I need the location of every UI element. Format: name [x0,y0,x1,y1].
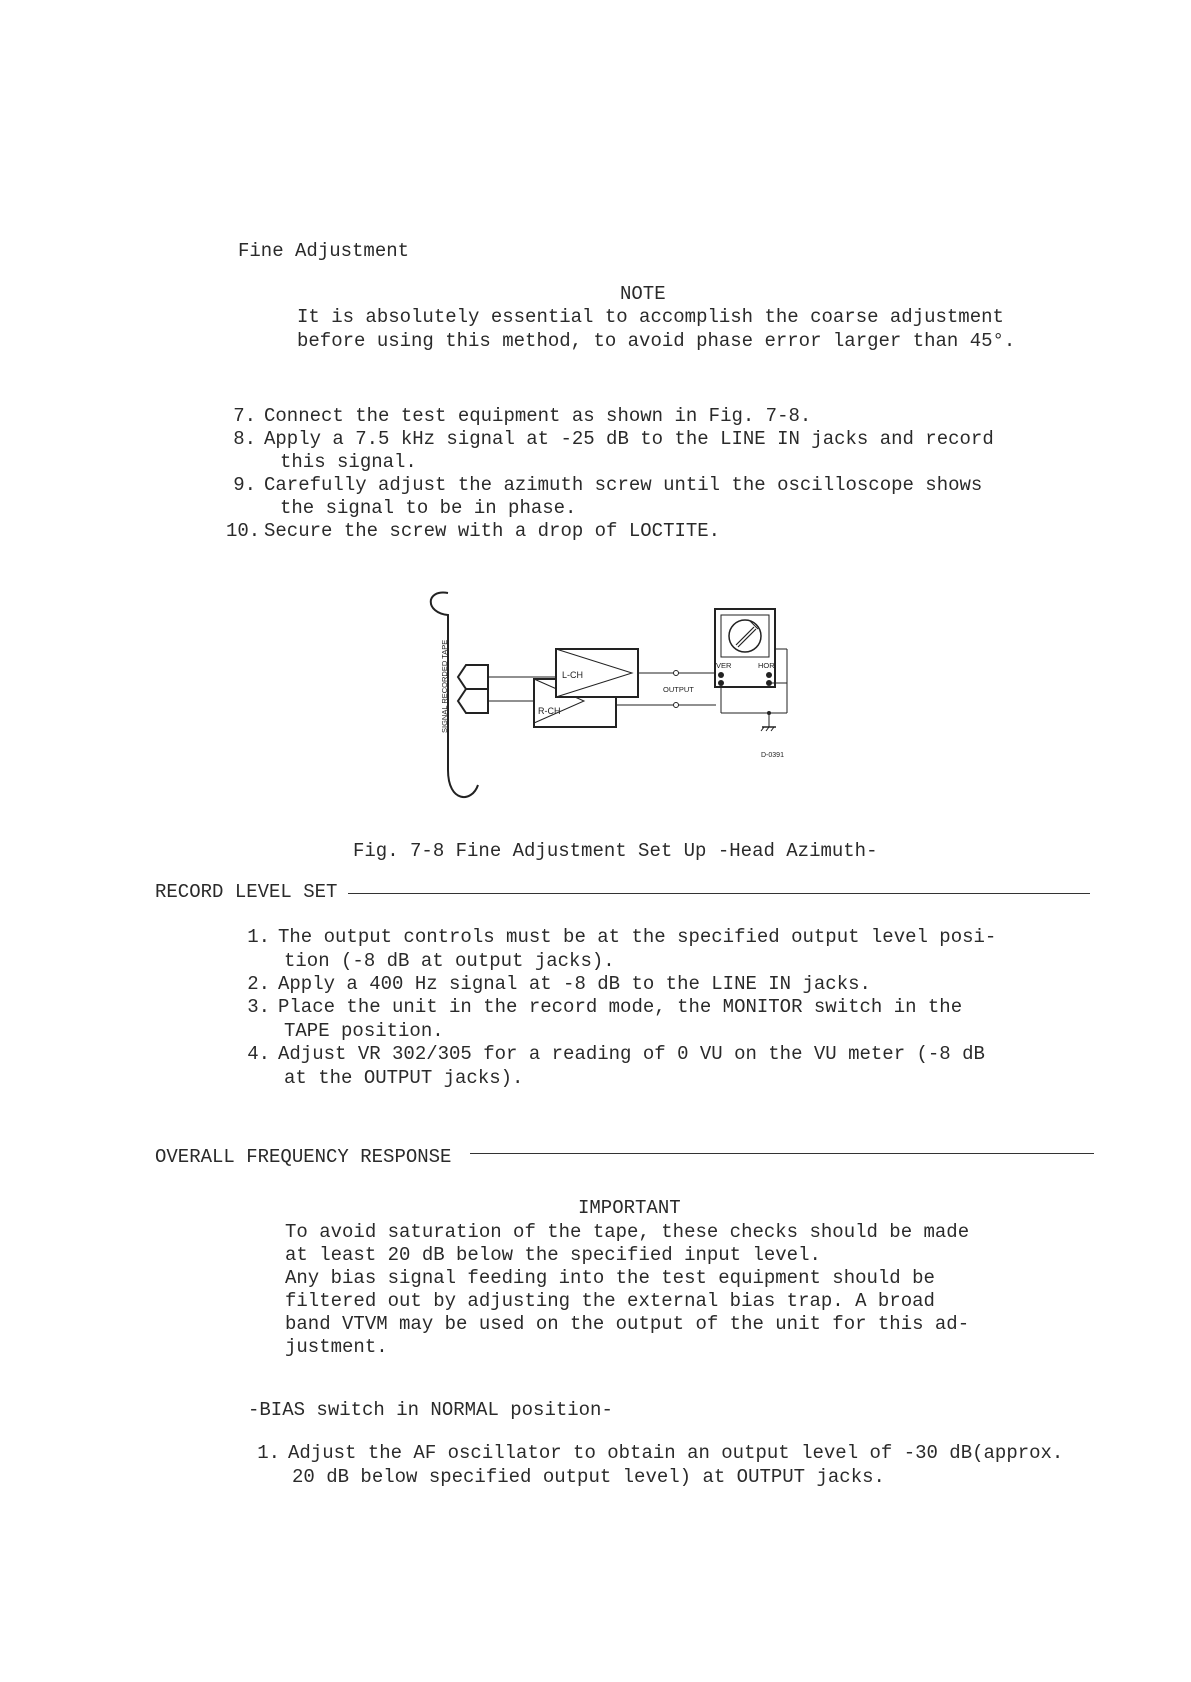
figure-caption: Fig. 7-8 Fine Adjustment Set Up -Head Azimuth- [353,840,878,862]
important-title: IMPORTANT [578,1197,681,1219]
fine-adjustment-heading: Fine Adjustment [238,240,410,262]
tape-label: SIGNAL RECORDED TAPE [440,639,449,733]
list-item [240,996,962,1018]
step-text: Connect the test equipment as shown in Fig. 7-8. [264,405,812,427]
list-item [240,926,996,948]
important-line-2: at least 20 dB below the specified input level. [285,1244,821,1266]
hor-label: HOR [758,661,775,670]
step-number: 7. [233,405,256,427]
step-text: Apply a 400 Hz signal at -8 dB to the LINE IN jacks. [278,973,871,995]
list-item [226,520,720,542]
list-item [226,474,982,496]
step-text-continued: 20 dB below specified output level) at OUTPUT jacks. [292,1466,885,1488]
fine-adjustment-diagram [420,585,820,810]
step-text: Apply a 7.5 kHz signal at -25 dB to the LINE IN jacks and record [264,428,994,450]
important-line-5: band VTVM may be used on the output of the unit for this ad- [285,1313,970,1335]
ver-label: VER [716,661,732,670]
step-number: 1. [257,1442,280,1464]
frequency-response-heading: OVERALL FREQUENCY RESPONSE [155,1146,452,1168]
step-text-continued: TAPE position. [284,1020,444,1042]
step-number: 4. [247,1043,270,1065]
step-number: 8. [233,428,256,450]
head-lower [458,689,488,713]
step-number: 1. [247,926,270,948]
important-line-1: To avoid saturation of the tape, these checks should be made [285,1221,970,1243]
step-text: Adjust VR 302/305 for a reading of 0 VU on the VU meter (-8 dB [278,1043,985,1065]
step-text-continued: this signal. [280,451,417,473]
record-level-heading: RECORD LEVEL SET [155,881,338,903]
step-text: Secure the screw with a drop of LOCTITE. [264,520,721,542]
head-upper [458,665,488,689]
output-label: OUTPUT [663,685,694,694]
important-line-3: Any bias signal feeding into the test equipment should be [285,1267,935,1289]
step-number: 10. [226,520,261,542]
step-text: Carefully adjust the azimuth screw until the oscilloscope shows [264,474,983,496]
step-number: 2. [247,973,270,995]
note-line-1: It is absolutely essential to accomplish the coarse adjustment [297,306,1004,328]
step-text: Adjust the AF oscillator to obtain an output level of -30 dB(approx. [288,1442,1064,1464]
r-ch-label: R-CH [538,706,561,716]
bias-note: -BIAS switch in NORMAL position- [248,1399,613,1421]
important-line-6: justment. [285,1336,388,1358]
list-item [240,1043,985,1065]
tape-loop [431,593,478,797]
list-item [226,405,811,427]
step-text-continued: the signal to be in phase. [280,497,577,519]
step-text: Place the unit in the record mode, the MONITOR switch in the [278,996,963,1018]
step-text: The output controls must be at the specified output level posi- [278,926,997,948]
list-item [250,1442,1063,1464]
step-text-continued: tion (-8 dB at output jacks). [284,950,615,972]
step-text-continued: at the OUTPUT jacks). [284,1067,524,1089]
step-number: 3. [247,996,270,1018]
list-item [240,973,871,995]
note-line-2: before using this method, to avoid phase error larger than 45°. [297,330,1016,352]
section-divider [470,1153,1094,1154]
important-line-4: filtered out by adjusting the external bias trap. A broad [285,1290,935,1312]
step-number: 9. [233,474,256,496]
list-item [226,428,994,450]
figure-code: D-0391 [761,752,784,759]
note-title: NOTE [620,283,666,305]
section-divider [348,893,1090,894]
l-ch-label: L-CH [562,670,584,680]
